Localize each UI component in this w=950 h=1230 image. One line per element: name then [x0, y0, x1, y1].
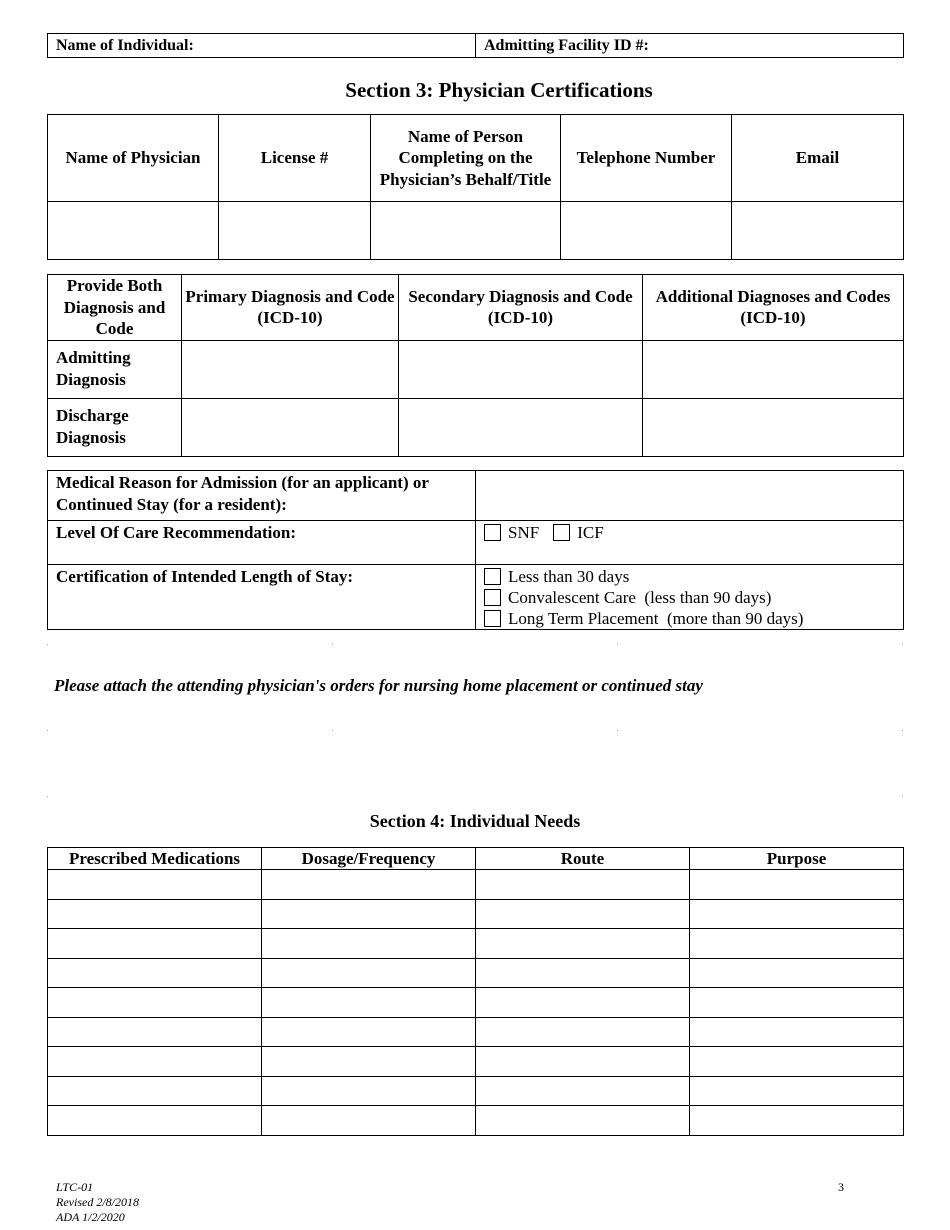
dosage-cell[interactable] — [262, 1017, 476, 1047]
medication-cell[interactable] — [48, 988, 262, 1018]
col-person-completing: Name of Person Completing on the Physician’s Behalf/Title — [371, 115, 561, 202]
facility-id-field[interactable]: Admitting Facility ID #: — [476, 34, 904, 58]
col-route: Route — [476, 848, 690, 870]
route-cell[interactable] — [476, 1076, 690, 1106]
purpose-cell[interactable] — [690, 870, 904, 900]
row-discharge-diagnosis: Discharge Diagnosis — [48, 398, 182, 456]
col-additional-diagnoses: Additional Diagnoses and Codes (ICD-10) — [643, 275, 904, 341]
individual-name-field[interactable]: Name of Individual: — [48, 34, 476, 58]
dosage-cell[interactable] — [262, 899, 476, 929]
discharge-primary-cell[interactable] — [182, 398, 399, 456]
col-primary-diagnosis: Primary Diagnosis and Code (ICD-10) — [182, 275, 399, 341]
icf-label: ICF — [577, 522, 604, 542]
admitting-primary-cell[interactable] — [182, 340, 399, 398]
dosage-cell[interactable] — [262, 929, 476, 959]
telephone-cell[interactable] — [561, 202, 732, 260]
dosage-cell[interactable] — [262, 1106, 476, 1136]
table-row — [48, 1076, 904, 1106]
revised-date: Revised 2/8/2018 — [56, 1195, 139, 1209]
purpose-cell[interactable] — [690, 1017, 904, 1047]
purpose-cell[interactable] — [690, 1047, 904, 1077]
level-of-care-label: Level Of Care Recommendation: — [48, 521, 476, 565]
row-admitting-diagnosis: Admitting Diagnosis — [48, 340, 182, 398]
dosage-cell[interactable] — [262, 1047, 476, 1077]
purpose-cell[interactable] — [690, 1076, 904, 1106]
purpose-cell[interactable] — [690, 1106, 904, 1136]
medical-table — [47, 470, 904, 630]
admitting-secondary-cell[interactable] — [399, 340, 643, 398]
dot-marker — [902, 730, 903, 731]
route-cell[interactable] — [476, 1017, 690, 1047]
medications-table — [47, 847, 904, 1136]
table-row — [48, 958, 904, 988]
route-cell[interactable] — [476, 929, 690, 959]
physician-name-cell[interactable] — [48, 202, 219, 260]
medication-cell[interactable] — [48, 1106, 262, 1136]
medication-cell[interactable] — [48, 958, 262, 988]
dot-marker — [617, 730, 618, 731]
dosage-cell[interactable] — [262, 1076, 476, 1106]
snf-checkbox[interactable] — [484, 524, 501, 541]
long-term-label: Long Term Placement (more than 90 days) — [508, 608, 804, 628]
table-row — [48, 1047, 904, 1077]
table-row — [48, 870, 904, 900]
medication-cell[interactable] — [48, 899, 262, 929]
medication-cell[interactable] — [48, 1047, 262, 1077]
medication-cell[interactable] — [48, 870, 262, 900]
section4-title: Section 4: Individual Needs — [369, 811, 581, 831]
table-row — [48, 1106, 904, 1136]
form-id: LTC-01 — [56, 1180, 94, 1194]
physician-table — [47, 114, 904, 260]
email-cell[interactable] — [732, 202, 904, 260]
dot-marker — [902, 644, 903, 645]
snf-label: SNF — [508, 522, 540, 542]
dot-marker — [617, 644, 618, 645]
dosage-cell[interactable] — [262, 988, 476, 1018]
dosage-cell[interactable] — [262, 958, 476, 988]
page-number: 3 — [838, 1180, 844, 1194]
medical-reason-cell[interactable] — [476, 471, 904, 521]
diagnosis-table — [47, 274, 904, 457]
medical-reason-label: Medical Reason for Admission (for an applicant) or Continued Stay (for a resident): — [48, 471, 476, 521]
form-footer — [56, 1180, 139, 1225]
license-cell[interactable] — [219, 202, 371, 260]
col-license: License # — [219, 115, 371, 202]
dot-marker — [47, 796, 48, 797]
length-of-stay-label: Certification of Intended Length of Stay: — [48, 565, 476, 630]
purpose-cell[interactable] — [690, 899, 904, 929]
col-telephone: Telephone Number — [561, 115, 732, 202]
col-purpose: Purpose — [690, 848, 904, 870]
dot-marker — [332, 644, 333, 645]
less-than-30-checkbox[interactable] — [484, 568, 501, 585]
purpose-cell[interactable] — [690, 988, 904, 1018]
route-cell[interactable] — [476, 1106, 690, 1136]
col-provide-both: Provide Both Diagnosis and Code — [48, 275, 182, 341]
ada-date: ADA 1/2/2020 — [56, 1210, 125, 1224]
convalescent-checkbox[interactable] — [484, 589, 501, 606]
route-cell[interactable] — [476, 870, 690, 900]
medication-cell[interactable] — [48, 1017, 262, 1047]
discharge-additional-cell[interactable] — [643, 398, 904, 456]
route-cell[interactable] — [476, 899, 690, 929]
route-cell[interactable] — [476, 988, 690, 1018]
col-secondary-diagnosis: Secondary Diagnosis and Code (ICD-10) — [399, 275, 643, 341]
dot-marker — [332, 730, 333, 731]
col-dosage-frequency: Dosage/Frequency — [262, 848, 476, 870]
dot-marker — [47, 730, 48, 731]
dot-marker — [47, 644, 48, 645]
person-completing-cell[interactable] — [371, 202, 561, 260]
dosage-cell[interactable] — [262, 870, 476, 900]
medication-cell[interactable] — [48, 1076, 262, 1106]
icf-checkbox[interactable] — [553, 524, 570, 541]
header-table — [47, 33, 904, 58]
attach-orders-note: Please attach the attending physician's orders for nursing home placement or continued stay — [54, 676, 703, 695]
route-cell[interactable] — [476, 958, 690, 988]
table-row — [48, 1017, 904, 1047]
medication-cell[interactable] — [48, 929, 262, 959]
less-than-30-label: Less than 30 days — [508, 566, 630, 586]
convalescent-label: Convalescent Care (less than 90 days) — [508, 587, 772, 607]
dot-marker — [902, 796, 903, 797]
col-physician-name: Name of Physician — [48, 115, 219, 202]
purpose-cell[interactable] — [690, 958, 904, 988]
discharge-secondary-cell[interactable] — [399, 398, 643, 456]
col-prescribed-medications: Prescribed Medications — [48, 848, 262, 870]
table-row — [48, 929, 904, 959]
route-cell[interactable] — [476, 1047, 690, 1077]
admitting-additional-cell[interactable] — [643, 340, 904, 398]
section3-title: Section 3: Physician Certifications — [345, 78, 653, 102]
table-row — [48, 899, 904, 929]
long-term-checkbox[interactable] — [484, 610, 501, 627]
col-email: Email — [732, 115, 904, 202]
table-row — [48, 988, 904, 1018]
purpose-cell[interactable] — [690, 929, 904, 959]
